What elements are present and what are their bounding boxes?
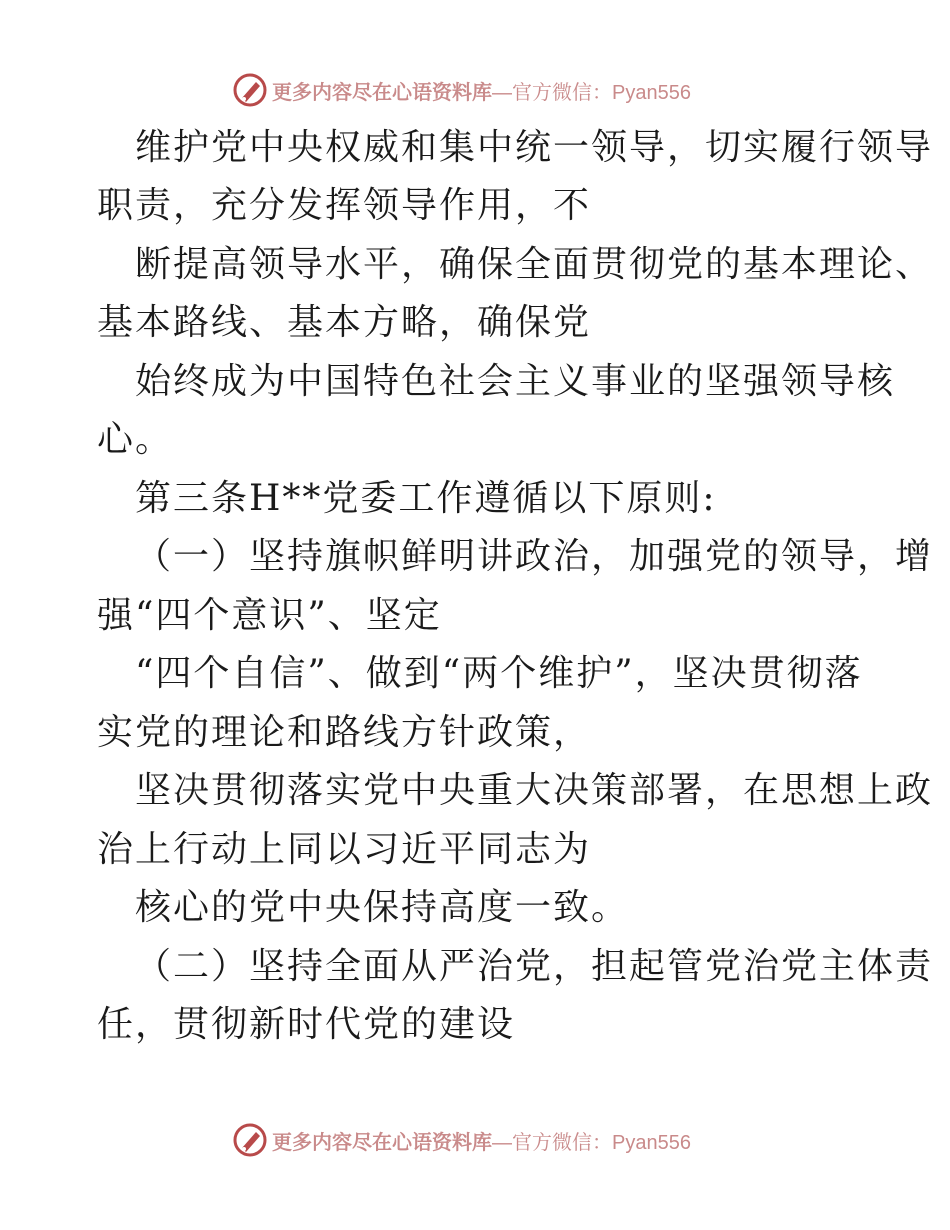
text-line: 基本路线、基本方略，确保党 [97,302,592,343]
text-line: （二）坚持全面从严治党，担起管党治党主体责 [135,946,934,987]
text-line: 第三条H**党委工作遵循以下原则: [135,478,717,519]
text-line: 职责，充分发挥领导作用，不 [97,185,592,226]
text-line: 核心的党中央保持高度一致。 [135,887,630,928]
watermark-main-text: 更多内容尽在心语资料库 [272,1129,492,1154]
pen-logo-icon [232,1122,268,1158]
text-line: 治上行动上同以习近平同志为 [97,829,592,870]
text-line: 任，贯彻新时代党的建设 [97,1004,516,1045]
text-line: “四个自信”、做到“两个维护”，坚决贯彻落 [135,653,863,694]
text-line: 始终成为中国特色社会主义事业的坚强领导核 [135,361,896,402]
text-line: 断提高领导水平，确保全面贯彻党的基本理论、 [135,244,934,285]
text-line: 维护党中央权威和集中统一领导，切实履行领导 [135,127,934,168]
watermark-side-text: —官方微信：Pyan556 [492,81,691,104]
text-line: 坚决贯彻落实党中央重大决策部署，在思想上政 [135,770,934,811]
text-line: 实党的理论和路线方针政策， [97,712,592,753]
text-line: 强“四个意识”、坚定 [97,595,442,636]
text-line: 心。 [97,419,174,460]
watermark-side-text: —官方微信：Pyan556 [492,1131,691,1154]
footer-watermark [232,1122,691,1158]
watermark-main-text: 更多内容尽在心语资料库 [272,79,492,104]
text-line: （一）坚持旗帜鲜明讲政治，加强党的领导，增 [135,536,934,577]
